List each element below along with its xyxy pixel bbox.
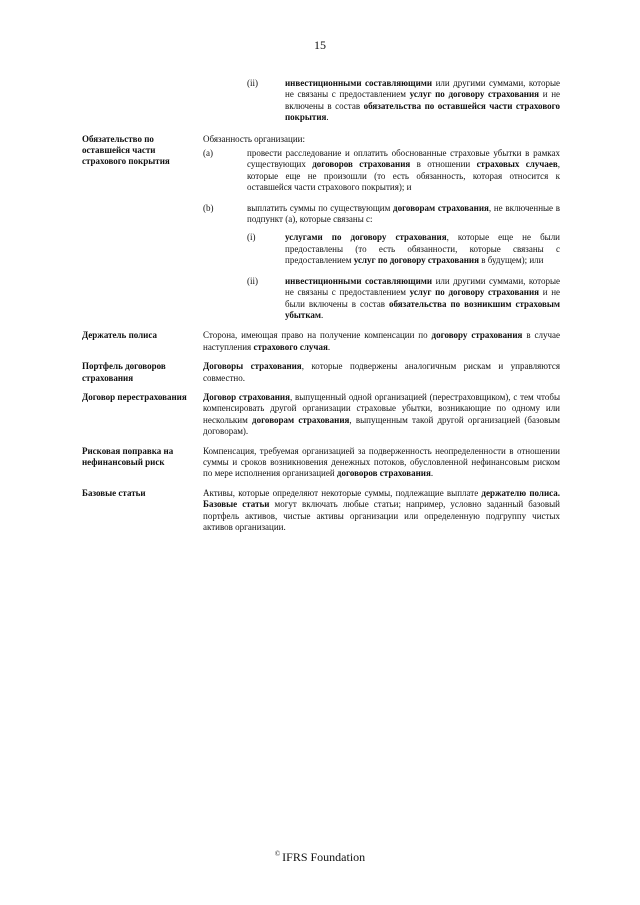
glossary-term: Базовые статьи xyxy=(82,487,146,498)
glossary-term: Портфель договоров страхования xyxy=(82,361,166,383)
glossary-term: Договор перестрахования xyxy=(82,391,187,402)
glossary-definition: Обязанность организации: (a) провести расследование и оплатить обоснованные страховые убытки в рамках существующих договоров страхования в отношении страховых случаев, которые еще не произошли (то есть обязанность, которая относится к оставшейся части страхового покрытия); и (b) выплатить суммы по существующим договорам страхования, не включенные в подпункт (a), которые связаны с: (i) услугами по договору страхования, которые еще не были предоставлены (то есть обязанности, которые связаны с предоставлением услуг по договору страхования в будущем); или (ii) инвестиционными составляющими или другими суммами, которые не связаны с предоставлением услуг по договору страхования и не были включены в состав обязательства по возникшим страховым убыткам. xyxy=(203,133,561,320)
glossary-entry-risk-adjustment xyxy=(82,446,560,480)
glossary-definition: Договор страхования, выпущенный одной организацией (перестраховщиком), с тем чтобы компенсировать другой организации страховые убытки, возникающие по одному или нескольким договорам страхования, выпущенным такой другой организацией (базовым договорам). xyxy=(203,391,560,437)
copyright-symbol: © xyxy=(274,850,281,858)
glossary-term: Держатель полиса xyxy=(82,330,157,341)
glossary-definition: Активы, которые определяют некоторые суммы, подлежащие выплате держателю полиса. Базовые статьи могут включать любые статьи; например, условно заданный базовый портфель активов, чистые активы организации или определенную подгруппу чистых активов организации. xyxy=(203,487,560,532)
lrc-item-b-i: (i) услугами по договору страхования, которые еще не были предоставлены (то есть обязанности, которые связаны с предоставлением услуг по договору страхования в будущем); или xyxy=(247,232,561,266)
glossary-entry-lrc xyxy=(82,134,560,322)
glossary-continuation xyxy=(82,78,560,124)
glossary-content xyxy=(82,78,560,533)
glossary-definition: Компенсация, требуемая организацией за подверженность неопределенности в отношении суммы и сроков возникновения денежных потоков, обусловленной нефинансовым риском по мере исполнения организацией договоров страхования. xyxy=(203,445,560,479)
continuation-item-ii: (ii) инвестиционными составляющими или другими суммами, которые не связаны с предоставлением услуг по договору страхования и не включены в состав обязательства по оставшейся части страхового покрытия. xyxy=(247,78,561,123)
glossary-term: Обязательство по оставшейся части страхового покрытия xyxy=(82,133,170,167)
glossary-entry-reinsurance xyxy=(82,392,560,438)
lrc-item-a: (a) провести расследование и оплатить обоснованные страховые убытки в рамках существующих договоров страхования в отношении страховых случаев, которые еще не произошли (то есть обязанность, которая относится к оставшейся части страхового покрытия); и xyxy=(203,148,560,193)
glossary-definition: Договоры страхования, которые подвержены аналогичным рискам и управляются совместно. xyxy=(203,361,560,383)
page-number: 15 xyxy=(314,38,326,52)
glossary-entry-portfolio xyxy=(82,361,560,384)
glossary-term: Рисковая поправка на нефинансовый риск xyxy=(82,445,174,467)
page-footer xyxy=(0,850,640,865)
lrc-item-b: (b) выплатить суммы по существующим договорам страхования, не включенные в подпункт (a), которые связаны с: xyxy=(203,202,560,225)
glossary-entry-underlying-items xyxy=(82,488,560,534)
glossary-definition: Сторона, имеющая право на получение компенсации по договору страхования в случае наступления страхового случая. xyxy=(203,330,560,352)
glossary-entry-policyholder xyxy=(82,330,560,353)
footer-text: IFRS Foundation xyxy=(282,850,366,864)
lrc-item-b-ii: (ii) инвестиционными составляющими или другими суммами, которые не связаны с предоставлением услуг по договору страхования и не были включены в состав обязательства по возникшим страховым убыткам. xyxy=(247,275,561,320)
